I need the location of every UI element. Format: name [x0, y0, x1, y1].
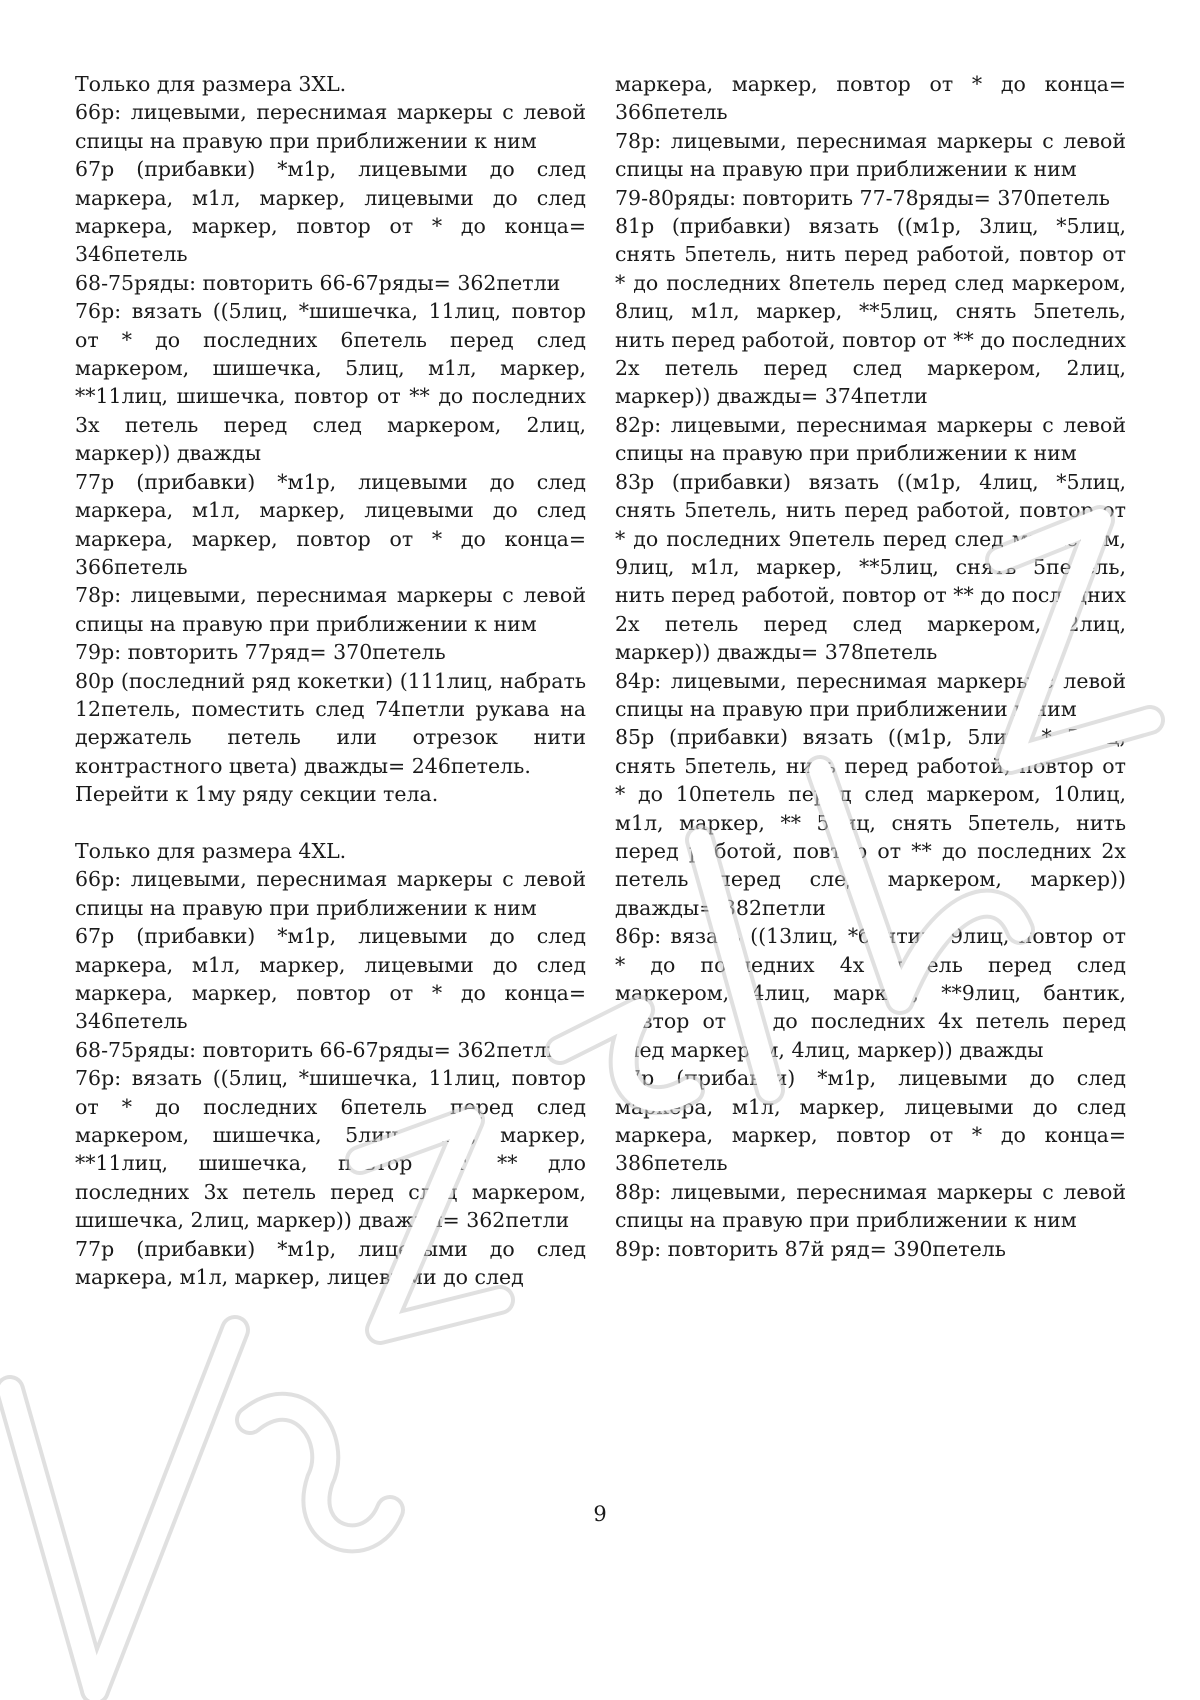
left-column	[75, 70, 586, 1291]
instruction-line: 88р: лицевыми, переснимая маркеры с левой спицы на правую при приближении к ним	[615, 1179, 1126, 1233]
instruction-line: 77р (прибавки) *м1р, лицевыми до след маркера, м1л, маркер, лицевыми до след	[75, 1236, 586, 1290]
right-column	[615, 70, 1126, 1263]
instruction-line: 79-80ряды: повторить 77-78ряды= 370петель	[615, 185, 1110, 210]
instruction-line: 67р (прибавки) *м1р, лицевыми до след маркера, м1л, маркер, лицевыми до след маркера, маркер, повтор от * до конца= 346петель	[75, 924, 586, 1034]
instruction-line: 76р: вязать ((5лиц, *шишечка, 11лиц, повтор от * до последних 6петель перед след маркером, шишечка, 5лиц, м1л, маркер, **11лиц, шишечка, повтор от ** дло последних 3х петель перед след маркером, шишечка, 2лиц, маркер)) дважды= 362петли	[75, 1066, 586, 1233]
instruction-line: 66р: лицевыми, переснимая маркеры с левой спицы на правую при приближении к ним	[75, 100, 586, 153]
instruction-line: 77р (прибавки) *м1р, лицевыми до след маркера, м1л, маркер, лицевыми до след маркера, маркер, повтор от * до конца= 366петель	[75, 469, 586, 579]
instruction-line: 66р: лицевыми, переснимая маркеры с левой спицы на правую при приближении к ним	[75, 867, 586, 920]
instruction-line: 67р (прибавки) *м1р, лицевыми до след маркера, м1л, маркер, лицевыми до след маркера, маркер, повтор от * до конца= 346петель	[75, 157, 586, 267]
page-number: 9	[593, 1502, 607, 1526]
instruction-line: 82р: лицевыми, переснимая маркеры с левой спицы на правую при приближении к ним	[615, 412, 1126, 466]
instruction-line: 80р (последний ряд кокетки) (111лиц, набрать 12петель, поместить след 74петли рукава на держатель петель или отрезок нити контрастного цвета) дважды= 246петель.	[75, 668, 586, 778]
instruction-line: маркера, маркер, повтор от * до конца= 366петель	[615, 72, 1126, 125]
section-heading-4xl: Только для размера 4XL.	[75, 838, 347, 863]
section-heading-3xl: Только для размера 3XL.	[75, 72, 347, 96]
instruction-line: 85р (прибавки) вязать ((м1р, 5лиц, * 5лиц, снять 5петель, нить перед работой, повтор от * до 10петель перед след маркером, 10лиц, м1л, маркер, ** 5лиц, снять 5петель, нить перед работой, повтор от ** до последних 2х петель перед след маркером, маркер)) дважды= 382петли	[615, 725, 1126, 920]
instruction-line: 86р: вязать ((13лиц, *бантик, 9лиц, повтор от * до последних 4х петель перед след маркером, 4лиц, маркер, **9лиц, бантик, повтор от ** до последних 4х петель перед след маркером, 4лиц, маркер)) дважды	[615, 924, 1126, 1062]
instruction-line: 81р (прибавки) вязать ((м1р, 3лиц, *5лиц, снять 5петель, нить перед работой, повтор от * до последних 8петель перед след маркером, 8лиц, м1л, маркер, **5лиц, снять 5петель, нить перед работой, повтор от ** до последних 2х петель перед след маркером, 2лиц, маркер)) дважды= 374петли	[615, 214, 1126, 409]
instruction-line: 83р (прибавки) вязать ((м1р, 4лиц, *5лиц, снять 5петель, нить перед работой, повтор от * до последних 9петель перед след маркером, 9лиц, м1л, маркер, **5лиц, снять 5петель, нить перед работой, повтор от ** до последних 2х петель перед след маркером, 2лиц, маркер)) дважды= 378петель	[615, 469, 1126, 665]
instruction-line: 68-75ряды: повторить 66-67ряды= 362петли	[75, 270, 561, 295]
instruction-line: 87р (прибавки) *м1р, лицевыми до след маркера, м1л, маркер, лицевыми до след маркера, маркер, повтор от * до конца= 386петель	[615, 1066, 1126, 1176]
instruction-line: 84р: лицевыми, переснимая маркеры с левой спицы на правую при приближении к ним	[615, 668, 1126, 721]
instruction-line: Перейти к 1му ряду секции тела.	[75, 782, 439, 807]
section-gap	[75, 809, 586, 837]
instruction-line: 76р: вязать ((5лиц, *шишечка, 11лиц, повтор от * до последних 6петель перед след маркером, шишечка, 5лиц, м1л, маркер, **11лиц, шишечка, повтор от ** до последних 3х петель перед след маркером, 2лиц, маркер)) дважды	[75, 299, 586, 466]
instruction-line: 89р: повторить 87й ряд= 390петель	[615, 1236, 1006, 1261]
instruction-line: 79р: повторить 77ряд= 370петель	[75, 640, 446, 665]
instruction-line: 78р: лицевыми, переснимая маркеры с левой спицы на правую при приближении к ним	[75, 583, 586, 636]
instruction-line: 68-75ряды: повторить 66-67ряды= 362петли	[75, 1037, 561, 1062]
instruction-line: 78р: лицевыми, переснимая маркеры с левой спицы на правую при приближении к ним	[615, 128, 1126, 182]
